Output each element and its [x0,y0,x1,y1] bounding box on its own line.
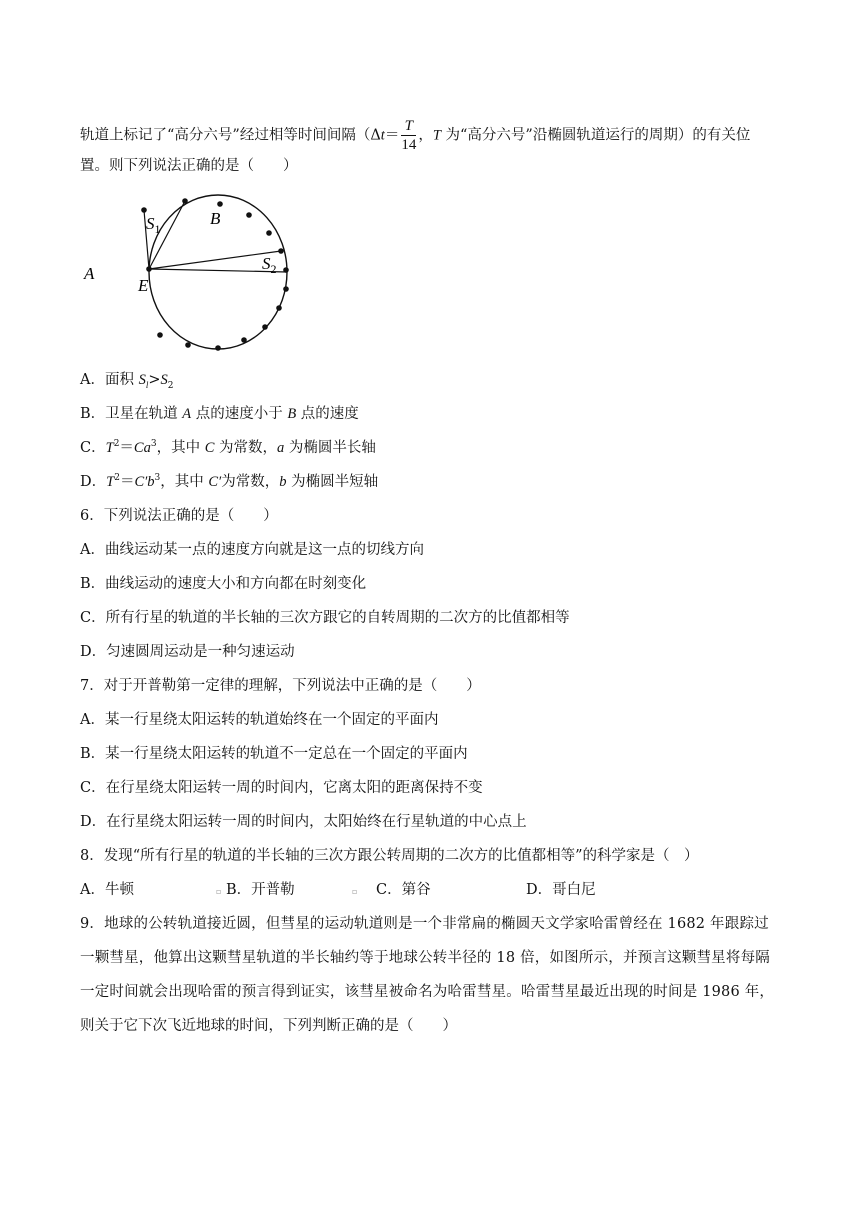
q5-option-b-text-a: B．卫星在轨道 [80,406,183,422]
q5-option-b-var-a: A [182,406,192,422]
orbit-dot [217,201,223,207]
q5-option-c-eq: ＝ [119,440,134,456]
q5-fraction-denominator: 14 [401,137,417,153]
q7-stem: 7．对于开普勒第一定律的理解，下列说法中正确的是（ ） [80,678,481,694]
q8-options-row [80,880,780,900]
q5-option-d-cb: C′b [134,474,155,490]
q5-option-d-prefix: D． [80,474,107,490]
orbit-dot [157,332,163,338]
q5-option-c-const: C [204,440,215,456]
q6-option-c: C．所有行星的轨道的半长轴的三次方跟它的自转周期的二次方的比值都相等 [80,610,570,626]
orbit-dot [141,207,147,213]
q5-option-d-text-b: ，其中 [160,474,209,490]
label-s1-subscript: 1 [154,222,161,236]
q5-option-d [80,472,378,492]
orbit-diagram [80,190,320,360]
q8-option-c: C．第谷 [376,882,431,898]
orbit-dot [215,345,221,351]
orbit-dot [262,324,268,330]
q5-option-a-s1: S [138,372,146,388]
q5-option-c-text-c: 为常数， [214,440,277,456]
q5-option-a-s2: S [160,372,168,388]
q9-line2: 一颗彗星，他算出这颗彗星轨道的半长轴约等于地球公转半径的 18 倍，如图所示，并预言这颗彗星将每隔 [80,950,770,966]
q5-intro-text-a: 轨道上标记了“高分六号”经过相等时间间隔（Δ [80,127,381,144]
q5-intro-line1 [80,117,750,154]
q5-option-d-text-d: 为椭圆半短轴 [286,474,379,490]
q5-option-c-prefix: C． [80,440,106,456]
q8-marker-1: ▫ [216,887,222,896]
q8-option-b: B．开普勒 [226,882,295,898]
q5-option-c-text-d: 为椭圆半长轴 [284,440,376,456]
label-b: B [210,209,221,228]
q5-option-d-exp2: 2 [114,473,120,484]
label-e: E [138,276,149,295]
q9-line1: 9．地球的公转轨道接近圆，但彗星的运动轨道则是一个非常扁的椭圆天文学家哈雷曾经在 1682 年跟踪过 [80,916,769,932]
q5-option-b-var-b: B [287,406,297,422]
orbit-dot [283,286,289,292]
q5-option-c-ca: Ca [133,440,151,456]
label-a: A [84,264,95,283]
q5-option-d-eq: ＝ [119,474,135,490]
q5-option-a [80,370,174,390]
q5-option-c-t: T [105,440,114,456]
q8-option-d: D．哥白尼 [526,882,596,898]
q5-option-c [80,438,376,458]
orbit-dot [266,230,272,236]
label-s2 [262,254,277,276]
q5-option-b-text-c: 点的速度 [296,406,359,422]
orbit-dot [283,267,289,273]
q5-intro-text-c: 为“高分六号”沿椭圆轨道运行的周期）的有关位 [440,127,751,144]
q5-fraction [401,117,416,154]
q7-option-c: C．在行星绕太阳运转一周的时间内，它离太阳的距离保持不变 [80,780,483,796]
q8-option-a: A．牛顿 [80,882,134,898]
orbit-dot [278,248,284,254]
q7-option-a: A．某一行星绕太阳运转的轨道始终在一个固定的平面内 [80,712,439,728]
q5-option-a-s2-sub: 2 [167,380,174,391]
q6-option-d: D．匀速圆周运动是一种匀速运动 [80,644,295,660]
orbit-dot [185,342,191,348]
q5-period-variable: T [432,127,441,144]
q5-equals: ＝ [384,127,400,144]
q5-option-b-text-b: 点的速度小于 [191,406,288,422]
q5-option-d-t: T [106,474,115,490]
label-s1 [146,214,161,236]
q5-option-d-const: C′ [208,474,222,490]
q5-option-c-a-var: a [276,440,285,456]
q5-intro-line2: 置。则下列说法正确的是（ ） [80,158,298,174]
orbit-dot [241,337,247,343]
q5-t-variable: t [380,127,385,144]
q5-option-c-exp2: 2 [113,439,120,450]
q7-option-d: D．在行星绕太阳运转一周的时间内，太阳始终在行星轨道的中心点上 [80,814,527,830]
label-s2-letter: S [262,254,271,273]
q5-option-c-text-b: ，其中 [156,440,205,456]
orbit-dot [246,212,252,218]
q5-option-b [80,404,359,424]
q6-stem: 6．下列说法正确的是（ ） [80,508,278,524]
q5-option-c-exp3: 3 [150,439,157,450]
q8-stem: 8．发现“所有行星的轨道的半长轴的三次方跟公转周期的二次方的比值都相等”的科学家是（ ） [80,848,699,864]
q5-option-d-text-c: 为常数， [221,474,280,490]
q5-option-d-b-var: b [279,474,287,490]
label-s1-letter: S [146,214,155,233]
q7-option-b: B．某一行星绕太阳运转的轨道不一定总在一个固定的平面内 [80,746,468,762]
orbit-dot [276,305,282,311]
q8-marker-2: ▫ [352,887,358,896]
q5-option-a-gt: > [148,372,161,388]
q6-option-b: B．曲线运动的速度大小和方向都在时刻变化 [80,576,367,592]
q5-option-d-exp3: 3 [154,473,161,484]
label-s2-subscript: 2 [270,262,277,276]
q5-intro-text-b: ， [418,127,433,144]
orbit-dot [182,198,188,204]
q5-fraction-numerator: T [401,117,416,136]
q5-option-a-prefix: A．面积 [80,372,139,388]
q6-option-a: A．曲线运动某一点的速度方向就是这一点的切线方向 [80,542,424,558]
focus-point-e [146,266,152,272]
q9-line3: 一定时间就会出现哈雷的预言得到证实，该彗星被命名为哈雷彗星。哈雷彗星最近出现的时间是 1986 年， [80,984,775,1000]
q9-line4: 则关于它下次飞近地球的时间，下列判断正确的是（ ） [80,1018,457,1034]
q5-option-a-s1-sub: l [145,379,149,390]
